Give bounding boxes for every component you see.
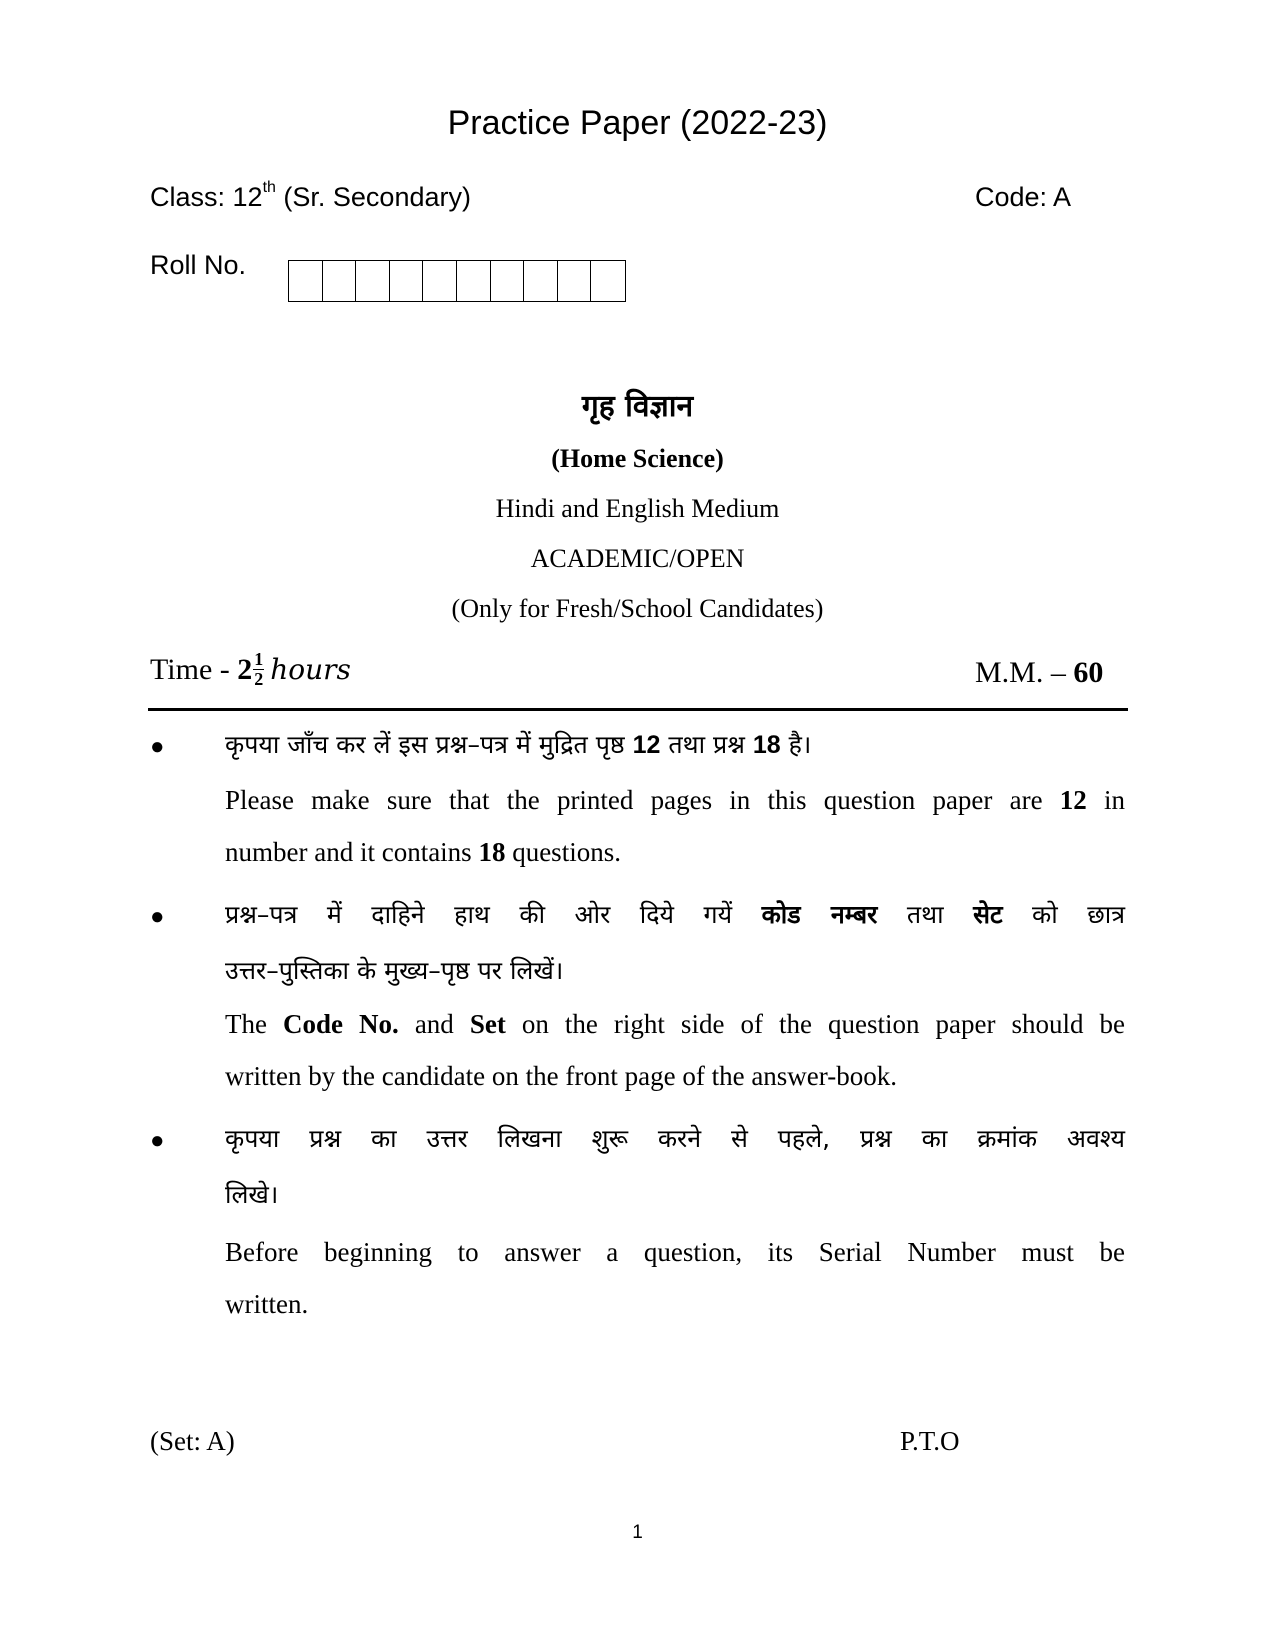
subject-hindi: गृह विज्ञान	[581, 389, 694, 424]
fraction-numerator: 1	[254, 649, 264, 669]
code-no-term: Code No.	[283, 1009, 399, 1039]
class-line	[150, 179, 471, 213]
time-whole: 2	[237, 652, 253, 686]
instruction-2-hindi-line-1	[225, 888, 1125, 941]
medium-line: Hindi and English Medium	[495, 494, 780, 523]
set-term: Set	[469, 1009, 506, 1039]
please-turn-over: P.T.O	[900, 1426, 960, 1456]
mm-label: M.M. –	[975, 656, 1074, 689]
roll-number-box	[323, 261, 357, 301]
class-suffix: (Sr. Secondary)	[275, 182, 471, 212]
set-term: सेट	[973, 900, 1003, 929]
maximum-marks	[975, 656, 1103, 690]
text: प्रश्न–पत्र में दाहिने हाथ की ओर दिये गयें	[225, 900, 762, 929]
text: तथा प्रश्न	[660, 730, 753, 759]
text: कृपया जाँच कर लें इस प्रश्न–पत्र में मुद्रित पृष्ठ	[225, 730, 633, 759]
instruction-1-english-line-1	[225, 774, 1125, 827]
roll-number-box	[356, 261, 390, 301]
class-prefix: Class: 12	[150, 182, 263, 212]
instruction-3-hindi-line-1: कृपया प्रश्न का उत्तर लिखना शुरू करने से पहले, प्रश्न का क्रमांक अवश्य	[225, 1124, 1125, 1153]
text: in	[1086, 785, 1125, 815]
instruction-3-hindi-line-2: लिखे।	[225, 1180, 279, 1209]
roll-number-box	[289, 261, 323, 301]
divider-line	[148, 708, 1128, 711]
text: number and it contains	[225, 837, 479, 867]
instruction-1-hindi	[225, 718, 1125, 772]
roll-number-box	[491, 261, 525, 301]
roll-number-box	[591, 261, 625, 301]
text: Please make sure that the printed pages in this question paper are	[225, 785, 1060, 815]
roll-number-box	[558, 261, 592, 301]
instruction-3-english-line-1: Before beginning to answer a question, its Serial Number must be	[225, 1237, 1125, 1267]
roll-number-label: Roll No.	[150, 250, 247, 280]
academic-line: ACADEMIC/OPEN	[530, 544, 745, 573]
roll-number-box	[390, 261, 424, 301]
instruction-2-english-line-2: written by the candidate on the front page of the answer-book.	[225, 1061, 897, 1091]
page-number: 1	[632, 1522, 643, 1543]
text: on the right side of the question paper should be	[505, 1009, 1126, 1039]
question-count: 18	[752, 731, 781, 759]
bullet-icon: ●	[150, 1128, 165, 1154]
instruction-1-english-line-2	[225, 826, 1125, 879]
text: को छात्र	[1002, 900, 1126, 929]
instruction-3-english-line-2: written.	[225, 1289, 309, 1319]
instruction-2-english-line-1	[225, 998, 1125, 1051]
page-count: 12	[632, 731, 661, 759]
candidates-note: (Only for Fresh/School Candidates)	[451, 594, 824, 623]
page-count: 12	[1059, 785, 1087, 815]
time-fraction	[253, 650, 264, 689]
set-label: (Set: A)	[150, 1426, 235, 1456]
roll-number-boxes	[288, 260, 626, 302]
time-allowed	[150, 650, 351, 689]
text: The	[225, 1009, 284, 1039]
time-label: Time -	[150, 652, 238, 686]
roll-number-box	[457, 261, 491, 301]
text: है।	[780, 730, 812, 759]
question-count: 18	[478, 837, 506, 867]
roll-number-box	[524, 261, 558, 301]
text: and	[398, 1009, 470, 1039]
bullet-icon: ●	[150, 734, 165, 760]
bullet-icon: ●	[150, 904, 165, 930]
roll-number-box	[423, 261, 457, 301]
text: questions.	[505, 837, 621, 867]
code-number-term: कोड नम्बर	[761, 900, 878, 929]
subject-english: (Home Science)	[551, 444, 724, 473]
text: तथा	[877, 900, 974, 929]
paper-code: Code: A	[975, 182, 1072, 212]
time-unit: hours	[270, 653, 351, 686]
class-superscript: th	[262, 179, 276, 196]
fraction-denominator: 2	[254, 669, 264, 689]
instruction-2-hindi-line-2: उत्तर–पुस्तिका के मुख्य–पृष्ठ पर लिखें।	[225, 956, 564, 985]
page-title: Practice Paper (2022-23)	[447, 104, 828, 142]
mm-value: 60	[1073, 656, 1104, 689]
